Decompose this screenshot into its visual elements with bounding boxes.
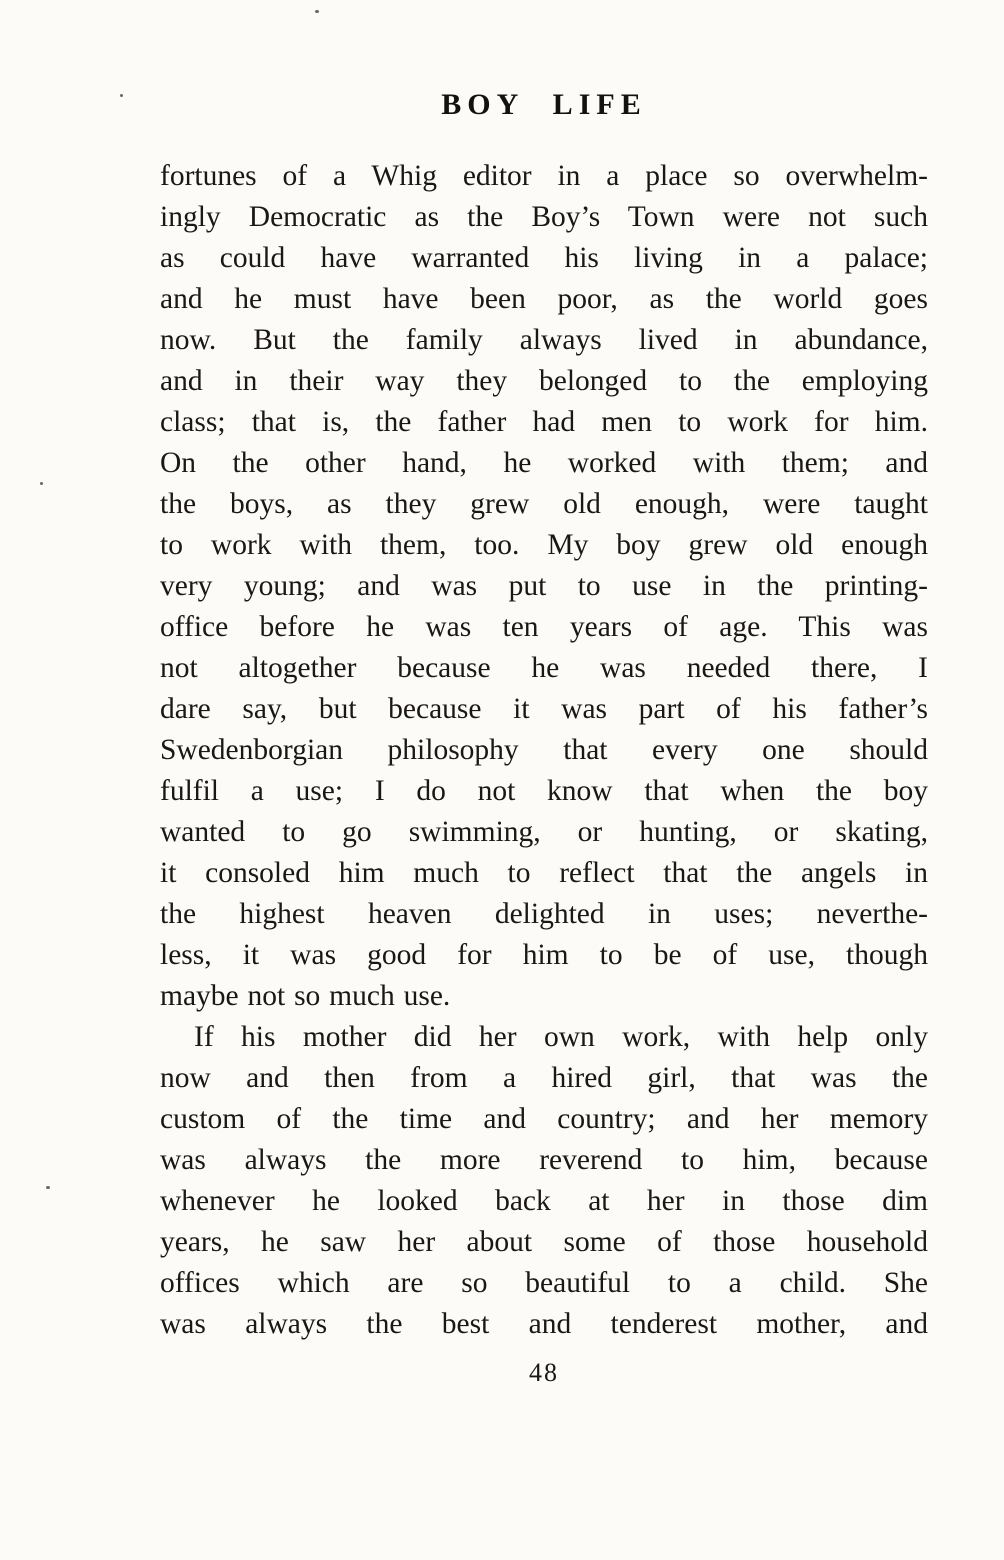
text-line: was always the more reverend to him, because — [160, 1144, 928, 1176]
text-line: wanted to go swimming, or hunting, or skating, — [160, 816, 928, 848]
scan-speck — [46, 1186, 50, 1189]
text-line: ingly Democratic as the Boy’s Town were not such — [160, 201, 928, 233]
text-line: If his mother did her own work, with help only — [194, 1021, 928, 1053]
body-text — [160, 156, 928, 1345]
text-line: whenever he looked back at her in those dim — [160, 1185, 928, 1217]
text-line: to work with them, too. My boy grew old enough — [160, 529, 928, 561]
scan-speck — [315, 10, 319, 13]
text-line: not altogether because he was needed there, I — [160, 652, 928, 684]
text-line: maybe not so much use. — [160, 980, 451, 1012]
text-line: class; that is, the father had men to work for him. — [160, 406, 928, 438]
paragraph — [160, 156, 928, 1017]
text-line: years, he saw her about some of those household — [160, 1226, 928, 1258]
text-line: offices which are so beautiful to a child. She — [160, 1267, 928, 1299]
text-line: office before he was ten years of age. This was — [160, 611, 928, 643]
text-line: dare say, but because it was part of his father’s — [160, 693, 928, 725]
text-line: as could have warranted his living in a palace; — [160, 242, 928, 274]
text-line: was always the best and tenderest mother, and — [160, 1308, 928, 1340]
scan-speck — [120, 94, 123, 97]
text-line: custom of the time and country; and her memory — [160, 1103, 928, 1135]
text-line: now. But the family always lived in abundance, — [160, 324, 928, 356]
text-line: the highest heaven delighted in uses; neverthe- — [160, 898, 928, 930]
text-line: fortunes of a Whig editor in a place so overwhelm- — [160, 160, 928, 192]
text-line: very young; and was put to use in the printing- — [160, 570, 928, 602]
running-head: BOY LIFE — [441, 88, 647, 121]
text-line: now and then from a hired girl, that was the — [160, 1062, 928, 1094]
page-number: 48 — [529, 1358, 559, 1387]
text-line: On the other hand, he worked with them; and — [160, 447, 928, 479]
text-line: fulfil a use; I do not know that when the boy — [160, 775, 928, 807]
text-column — [160, 88, 928, 1388]
text-line: it consoled him much to reflect that the angels in — [160, 857, 928, 889]
text-line: the boys, as they grew old enough, were taught — [160, 488, 928, 520]
text-line: less, it was good for him to be of use, though — [160, 939, 928, 971]
text-line: and he must have been poor, as the world goes — [160, 283, 928, 315]
text-line: Swedenborgian philosophy that every one should — [160, 734, 928, 766]
scan-speck — [40, 482, 43, 485]
text-line: and in their way they belonged to the employing — [160, 365, 928, 397]
paragraph — [160, 1017, 928, 1345]
